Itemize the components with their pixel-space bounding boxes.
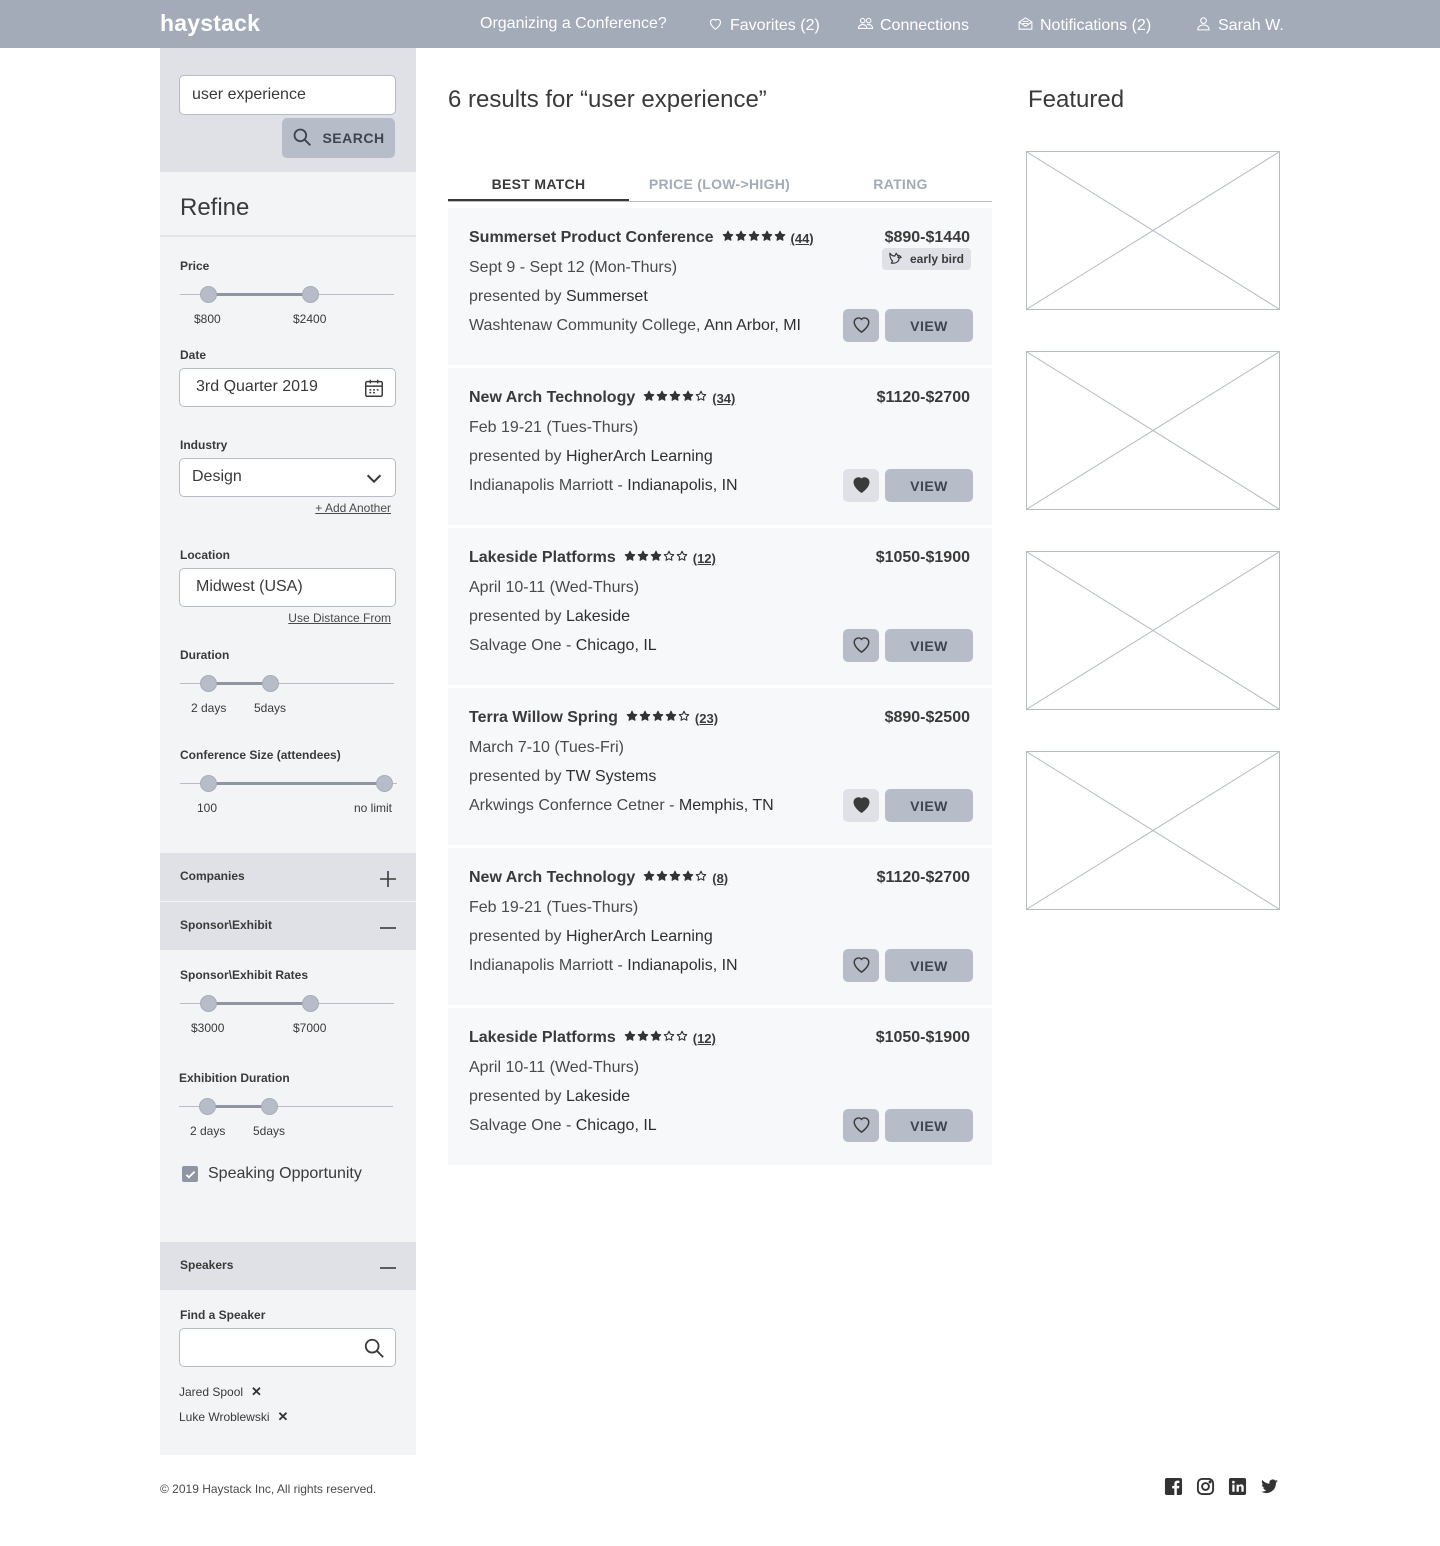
slider-fill [208,682,270,685]
star-empty-icon [695,389,707,407]
nav-connections-label: Connections [880,17,969,34]
presenter-line [469,448,713,466]
remove-tag-icon[interactable]: ✕ [277,1409,289,1424]
duration-max-label: 5days [254,701,287,715]
checkmark-icon [184,1168,197,1181]
location-line [469,957,738,975]
rates-max-label: $7000 [293,1021,327,1035]
presented-by-prefix: presented by [469,768,562,785]
star-filled-icon [682,389,694,407]
star-filled-icon [643,869,655,887]
size-min-handle[interactable] [200,775,217,792]
venue-name: Washtenaw Community College, [469,317,701,334]
venue-city: Chicago, IL [575,637,657,654]
bird-icon [887,249,904,269]
social-links [1164,1477,1279,1496]
star-filled-icon [626,709,638,727]
result-card[interactable] [448,368,992,525]
star-filled-icon [774,229,786,247]
duration-max-handle[interactable] [262,675,279,692]
review-count-link[interactable]: (12) [692,1030,716,1046]
featured-image-placeholder[interactable] [1026,751,1280,910]
price-min-label: $800 [194,312,221,326]
price-label: Price [180,259,210,273]
conference-size-slider[interactable] [180,775,397,793]
star-filled-icon [624,549,636,567]
rating-stars [643,389,707,407]
slider-fill [208,782,384,785]
facebook-icon[interactable] [1164,1477,1183,1496]
review-count-link[interactable]: (44) [790,230,814,246]
view-button[interactable]: VIEW [885,629,973,662]
conference-dates: Feb 19-21 (Tues-Thurs) [469,419,639,436]
exhibition-duration-slider[interactable] [179,1098,393,1116]
rates-min-label: $3000 [191,1021,225,1035]
heart-filled-icon [850,793,873,818]
add-another-industry-link[interactable]: + Add Another [315,501,391,515]
featured-image-placeholder[interactable] [1026,151,1280,310]
conference-name[interactable]: New Arch Technology [469,389,636,406]
location-line [469,477,738,495]
review-count-link[interactable]: (8) [712,870,729,886]
star-filled-icon [650,549,662,567]
conference-name[interactable]: New Arch Technology [469,869,636,886]
price-range: $1050-$1900 [875,1029,970,1046]
location-label: Location [180,548,230,562]
star-filled-icon [669,389,681,407]
speaker-tag [179,1384,262,1400]
presenter-line [469,1088,630,1106]
tab-price[interactable]: PRICE (LOW->HIGH) [648,176,791,192]
conference-name[interactable]: Terra Willow Spring [469,709,618,726]
copyright-text: © 2019 Haystack Inc, All rights reserved. [160,1482,377,1496]
presenter-name: TW Systems [565,768,657,785]
favorite-button[interactable] [843,469,879,502]
nav-user-label: Sarah W. [1218,17,1284,34]
rating-stars [643,869,707,887]
use-distance-link[interactable]: Use Distance From [288,611,391,625]
star-filled-icon [652,709,664,727]
star-filled-icon [637,549,649,567]
minus-icon [378,1258,398,1278]
presented-by-prefix: presented by [469,608,562,625]
sponsor-accordion-header[interactable] [160,902,416,950]
result-card[interactable] [448,208,992,365]
conference-dates: March 7-10 (Tues-Fri) [469,739,624,756]
sponsor-rates-label: Sponsor\Exhibit Rates [180,968,309,982]
conference-name[interactable]: Summerset Product Conference [469,229,714,246]
conference-title-row [469,869,728,887]
rating-stars [626,709,690,727]
view-button[interactable]: VIEW [885,949,973,982]
nav-notifications-link[interactable] [1017,15,1151,37]
review-count-link[interactable]: (34) [712,390,736,406]
venue-city: Memphis, TN [678,797,774,814]
nav-user-menu[interactable] [1195,15,1284,37]
size-max-handle[interactable] [376,775,393,792]
presenter-line [469,608,630,626]
search-icon [292,127,312,150]
search-input[interactable]: user experience [179,75,396,115]
presenter-name: Summerset [565,288,648,305]
rates-min-handle[interactable] [200,995,217,1012]
chevron-down-icon [363,467,385,489]
favorite-button[interactable] [843,789,879,822]
star-filled-icon [656,389,668,407]
view-button[interactable]: VIEW [885,469,973,502]
speakers-label: Speakers [180,1258,234,1272]
people-icon [857,15,874,37]
exhibition-max-label: 5days [253,1124,286,1138]
active-tab-indicator [448,199,629,201]
speaker-tag-label: Luke Wroblewski [179,1410,270,1424]
star-filled-icon [624,1029,636,1047]
presenter-name: HigherArch Learning [565,928,713,945]
result-card[interactable] [448,688,992,845]
heart-outline-icon [850,313,873,338]
user-icon [1195,15,1212,37]
presenter-name: Lakeside [565,608,631,625]
nav-organizing-link[interactable] [480,15,667,33]
tab-rating[interactable]: RATING [873,176,928,192]
conference-dates: April 10-11 (Wed-Thurs) [469,579,640,596]
favorite-button[interactable] [843,309,879,342]
price-min-handle[interactable] [200,286,217,303]
location-line [469,317,801,335]
calendar-icon[interactable] [363,377,385,399]
date-label: Date [180,348,207,362]
rates-max-handle[interactable] [302,995,319,1012]
star-empty-icon [663,1029,675,1047]
star-filled-icon [637,1029,649,1047]
featured-image-placeholder[interactable] [1026,351,1280,510]
duration-label: Duration [180,648,230,662]
star-filled-icon [650,1029,662,1047]
filter-sidebar [160,48,416,1455]
linkedin-icon[interactable] [1228,1477,1247,1496]
sort-tabs [448,172,992,202]
price-range: $890-$2500 [884,709,970,726]
featured-heading: Featured [1028,86,1125,113]
companies-label: Companies [180,869,245,883]
presenter-line [469,288,648,306]
conference-name[interactable]: Lakeside Platforms [469,1029,616,1046]
heart-outline-icon [850,1113,873,1138]
star-filled-icon [665,709,677,727]
presented-by-prefix: presented by [469,288,562,305]
duration-slider[interactable] [180,675,394,693]
star-empty-icon [663,549,675,567]
star-filled-icon [643,389,655,407]
industry-select[interactable] [179,458,396,497]
haystack-logo[interactable]: haystack [160,10,261,36]
refine-heading: Refine [180,194,250,221]
slider-fill [208,1002,311,1005]
location-line [469,797,774,815]
size-max-label: no limit [354,801,393,815]
star-filled-icon [656,869,668,887]
conference-title-row [469,709,718,727]
featured-image-placeholder[interactable] [1026,551,1280,710]
location-line [469,1117,657,1135]
exhibition-min-handle[interactable] [199,1098,216,1115]
search-icon[interactable] [363,1337,385,1359]
conference-title-row [469,1029,716,1047]
price-range: $1120-$2700 [876,389,970,406]
search-button[interactable] [282,118,395,158]
venue-city: Ann Arbor, MI [704,317,801,334]
rating-stars [722,229,786,247]
heart-outline-icon [850,953,873,978]
result-card[interactable] [448,848,992,1005]
duration-min-handle[interactable] [200,675,217,692]
conference-title-row [469,229,814,247]
venue-name: Indianapolis Marriott - [469,957,623,974]
heart-icon [707,15,724,37]
presented-by-prefix: presented by [469,928,562,945]
star-empty-icon [676,1029,688,1047]
venue-name: Indianapolis Marriott - [469,477,623,494]
star-filled-icon [722,229,734,247]
early-bird-label: early bird [909,252,964,266]
review-count-link[interactable]: (23) [694,710,719,726]
venue-city: Indianapolis, IN [627,477,738,494]
speaking-opportunity-checkbox[interactable] [182,1166,198,1182]
nav-connections-link[interactable] [857,15,969,37]
presenter-line [469,768,656,786]
conference-title-row [469,549,716,567]
speaking-opportunity-label: Speaking Opportunity [208,1165,362,1182]
exhibition-duration-label: Exhibition Duration [179,1071,290,1085]
venue-name: Salvage One - [469,1117,572,1134]
price-slider[interactable] [180,286,394,304]
favorite-button[interactable] [843,949,879,982]
search-button-label: SEARCH [322,130,385,146]
presenter-name: Lakeside [565,1088,631,1105]
speaker-tag [179,1409,288,1425]
venue-name: Arkwings Confernce Cetner - [469,797,675,814]
remove-tag-icon[interactable]: ✕ [251,1384,262,1399]
price-max-handle[interactable] [302,286,319,303]
view-button[interactable]: VIEW [885,789,973,822]
location-line [469,637,657,655]
search-panel [160,48,416,172]
favorite-button[interactable] [843,629,879,662]
speakers-accordion-header[interactable] [160,1242,416,1290]
venue-city: Chicago, IL [575,1117,657,1134]
star-empty-icon [695,869,707,887]
nav-notifications-label: Notifications (2) [1040,17,1152,34]
twitter-icon[interactable] [1260,1477,1279,1496]
exhibition-min-label: 2 days [190,1124,226,1138]
nav-favorites-link[interactable] [707,15,820,37]
industry-value: Design [192,468,242,485]
nav-favorites-label: Favorites (2) [730,17,820,34]
size-min-label: 100 [197,801,218,815]
industry-label: Industry [180,438,228,452]
price-max-label: $2400 [293,312,327,326]
plus-icon [378,869,398,889]
top-nav-bar [0,0,1440,48]
conference-dates: Sept 9 - Sept 12 (Mon-Thurs) [469,259,678,276]
result-card[interactable] [448,1008,992,1165]
sponsor-label: Sponsor\Exhibit [180,918,273,932]
review-count-link[interactable]: (12) [692,550,716,566]
nav-organizing-label: Organizing a Conference? [480,15,667,32]
tab-best-match[interactable]: BEST MATCH [491,176,586,192]
location-field[interactable]: Midwest (USA) [179,568,396,607]
speaker-tag-label: Jared Spool [179,1385,244,1399]
view-button[interactable]: VIEW [885,309,973,342]
star-empty-icon [678,709,690,727]
star-filled-icon [735,229,747,247]
heart-outline-icon [850,633,873,658]
date-field[interactable] [179,368,396,407]
find-speaker-label: Find a Speaker [180,1308,266,1322]
find-speaker-input[interactable] [179,1328,396,1367]
slider-fill [207,1105,269,1108]
presented-by-prefix: presented by [469,1088,562,1105]
date-value: 3rd Quarter 2019 [196,378,318,395]
venue-city: Indianapolis, IN [627,957,738,974]
favorite-button[interactable] [843,1109,879,1142]
exhibition-max-handle[interactable] [261,1098,278,1115]
divider [160,235,416,237]
early-bird-badge [882,248,971,270]
presented-by-prefix: presented by [469,448,562,465]
rating-stars [624,549,688,567]
duration-min-label: 2 days [191,701,227,715]
conference-dates: April 10-11 (Wed-Thurs) [469,1059,640,1076]
conference-name[interactable]: Lakeside Platforms [469,549,616,566]
price-range: $1120-$2700 [876,869,970,886]
results-heading: 6 results for “user experience” [448,86,767,113]
inbox-icon [1017,15,1034,37]
heart-filled-icon [850,473,873,498]
presenter-line [469,928,713,946]
companies-accordion-header[interactable] [160,853,416,901]
conference-size-label: Conference Size (attendees) [180,748,341,762]
slider-fill [208,293,311,296]
venue-name: Salvage One - [469,637,572,654]
presenter-name: HigherArch Learning [565,448,713,465]
minus-icon [378,918,398,938]
result-card[interactable] [448,528,992,685]
conference-dates: Feb 19-21 (Tues-Thurs) [469,899,639,916]
conference-title-row [469,389,735,407]
star-filled-icon [682,869,694,887]
rating-stars [624,1029,688,1047]
instagram-icon[interactable] [1196,1477,1215,1496]
star-filled-icon [748,229,760,247]
sponsor-rates-slider[interactable] [180,995,394,1013]
star-filled-icon [639,709,651,727]
star-filled-icon [669,869,681,887]
view-button[interactable]: VIEW [885,1109,973,1142]
price-range: $1050-$1900 [875,549,970,566]
price-range: $890-$1440 [884,229,970,246]
star-filled-icon [761,229,773,247]
star-empty-icon [676,549,688,567]
